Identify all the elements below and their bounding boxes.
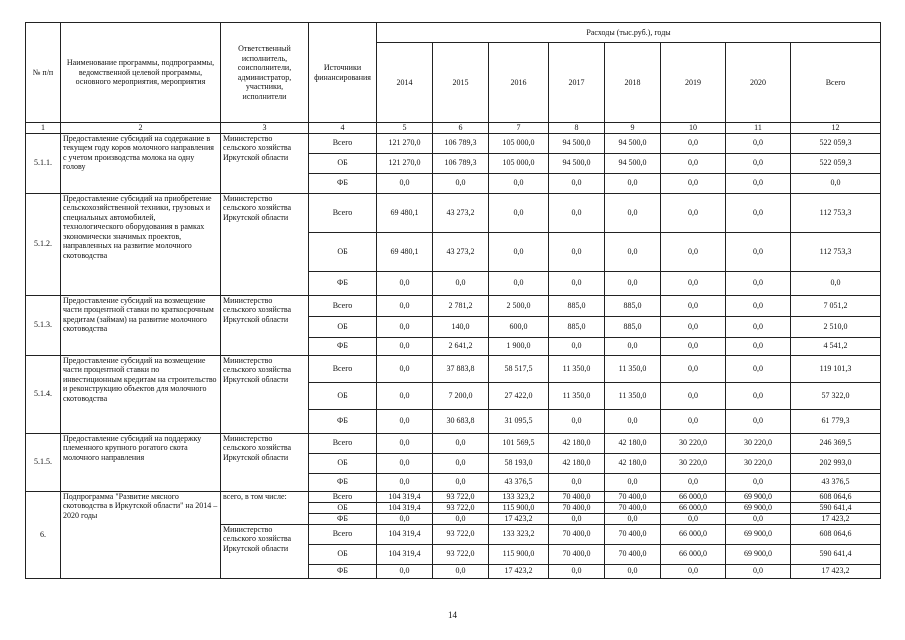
value-cell: 0,0 [661,173,726,193]
value-cell: 885,0 [549,295,605,316]
row-number: 5.1.1. [26,133,61,193]
funding-source: ФБ [309,271,377,295]
total-cell: 590 641,4 [791,544,881,564]
value-cell: 0,0 [726,409,791,433]
value-cell: 1 900,0 [489,337,549,355]
value-cell: 0,0 [433,173,489,193]
row-number: 5.1.4. [26,355,61,433]
value-cell: 11 350,0 [549,355,605,382]
column-number: 12 [791,123,881,134]
value-cell: 0,0 [433,453,489,473]
total-cell: 2 510,0 [791,316,881,337]
total-cell: 57 322,0 [791,382,881,409]
value-cell: 0,0 [605,232,661,271]
value-cell: 885,0 [605,295,661,316]
funding-source: Всего [309,491,377,502]
funding-source: Всего [309,524,377,544]
value-cell: 70 400,0 [605,502,661,513]
funding-source: ФБ [309,513,377,524]
value-cell: 121 270,0 [377,153,433,173]
column-number: 1 [26,123,61,134]
header-expenses: Расходы (тыс.руб.), годы [377,23,881,43]
value-cell: 0,0 [661,513,726,524]
value-cell: 94 500,0 [605,153,661,173]
total-cell: 4 541,2 [791,337,881,355]
value-cell: 0,0 [661,337,726,355]
value-cell: 30 220,0 [661,453,726,473]
value-cell: 0,0 [377,473,433,491]
value-cell: 0,0 [605,173,661,193]
total-cell: 522 059,3 [791,133,881,153]
value-cell: 66 000,0 [661,544,726,564]
value-cell: 70 400,0 [549,544,605,564]
value-cell: 43 376,5 [489,473,549,491]
value-cell: 0,0 [377,355,433,382]
value-cell: 106 789,3 [433,133,489,153]
responsible-executor: Министерство сельского хозяйства Иркутской области [221,524,309,578]
value-cell: 0,0 [726,473,791,491]
responsible-executor: Министерство сельского хозяйства Иркутской области [221,133,309,193]
value-cell: 0,0 [661,193,726,232]
document-page [25,22,880,579]
total-cell: 112 753,3 [791,193,881,232]
value-cell: 0,0 [433,271,489,295]
row-number: 5.1.3. [26,295,61,355]
value-cell: 66 000,0 [661,491,726,502]
value-cell: 0,0 [726,271,791,295]
total-cell: 7 051,2 [791,295,881,316]
header-year: 2015 [433,43,489,123]
funding-source: ФБ [309,173,377,193]
value-cell: 0,0 [377,295,433,316]
value-cell: 69 900,0 [726,544,791,564]
value-cell: 0,0 [377,564,433,578]
value-cell: 0,0 [661,473,726,491]
value-cell: 104 319,4 [377,544,433,564]
value-cell: 133 323,2 [489,491,549,502]
value-cell: 0,0 [489,232,549,271]
value-cell: 94 500,0 [549,153,605,173]
header-year: 2019 [661,43,726,123]
total-cell: 43 376,5 [791,473,881,491]
value-cell: 58 193,0 [489,453,549,473]
value-cell: 0,0 [377,433,433,453]
header-num: № п/п [26,23,61,123]
column-number: 3 [221,123,309,134]
value-cell: 0,0 [549,232,605,271]
funding-source: ОБ [309,544,377,564]
value-cell: 0,0 [377,271,433,295]
column-number: 10 [661,123,726,134]
value-cell: 0,0 [661,271,726,295]
value-cell: 0,0 [726,513,791,524]
value-cell: 70 400,0 [549,524,605,544]
header-name: Наименование программы, подпрограммы, ведомственной целевой программы, основного мероприятия, мероприятия [61,23,221,123]
table-row [26,133,881,153]
total-cell: 0,0 [791,173,881,193]
value-cell: 0,0 [377,409,433,433]
value-cell: 0,0 [377,453,433,473]
value-cell: 42 180,0 [605,433,661,453]
value-cell: 69 900,0 [726,491,791,502]
total-cell: 17 423,2 [791,513,881,524]
value-cell: 93 722,0 [433,502,489,513]
value-cell: 0,0 [726,232,791,271]
value-cell: 101 569,5 [489,433,549,453]
value-cell: 30 220,0 [661,433,726,453]
value-cell: 17 423,2 [489,513,549,524]
value-cell: 0,0 [726,337,791,355]
header-responsible: Ответственный исполнитель, соисполнители, администратор, участники, исполнители [221,23,309,123]
value-cell: 94 500,0 [605,133,661,153]
funding-source: Всего [309,295,377,316]
value-cell: 121 270,0 [377,133,433,153]
row-number: 5.1.2. [26,193,61,295]
column-number: 6 [433,123,489,134]
value-cell: 0,0 [549,473,605,491]
value-cell: 70 400,0 [549,502,605,513]
funding-source: ОБ [309,232,377,271]
value-cell: 70 400,0 [549,491,605,502]
value-cell: 105 000,0 [489,153,549,173]
column-number: 11 [726,123,791,134]
funding-source: ОБ [309,453,377,473]
value-cell: 0,0 [605,271,661,295]
value-cell: 7 200,0 [433,382,489,409]
table-row [26,193,881,232]
measure-name: Предоставление субсидий на содержание в текущем году коров молочного направления с учетом производства молока на одну голову [61,133,221,193]
value-cell: 94 500,0 [549,133,605,153]
value-cell: 0,0 [377,337,433,355]
value-cell: 0,0 [661,409,726,433]
value-cell: 0,0 [605,409,661,433]
funding-source: ФБ [309,473,377,491]
column-number: 5 [377,123,433,134]
funding-source: Всего [309,433,377,453]
value-cell: 11 350,0 [549,382,605,409]
value-cell: 0,0 [433,433,489,453]
value-cell: 885,0 [605,316,661,337]
measure-name: Предоставление субсидий на поддержку племенного крупного рогатого скота молочного направления [61,433,221,491]
value-cell: 115 900,0 [489,544,549,564]
value-cell: 0,0 [726,173,791,193]
table-row [26,355,881,382]
value-cell: 69 480,1 [377,232,433,271]
value-cell: 0,0 [377,513,433,524]
value-cell: 2 500,0 [489,295,549,316]
value-cell: 42 180,0 [605,453,661,473]
value-cell: 37 883,8 [433,355,489,382]
funding-source: ОБ [309,502,377,513]
header-year: 2014 [377,43,433,123]
value-cell: 66 000,0 [661,524,726,544]
value-cell: 69 900,0 [726,524,791,544]
measure-name: Подпрограмма "Развитие мясного скотоводства в Иркутской области" на 2014 – 2020 годы [61,491,221,578]
value-cell: 0,0 [605,193,661,232]
funding-source: ОБ [309,316,377,337]
responsible-executor: Министерство сельского хозяйства Иркутской области [221,355,309,433]
value-cell: 104 319,4 [377,524,433,544]
value-cell: 17 423,2 [489,564,549,578]
measure-name: Предоставление субсидий на приобретение сельскохозяйственной техники, грузовых и специальных автомобилей, технологического оборудования в рамках экономически значимых проектов, направленных на развитие молочного скотоводства [61,193,221,295]
table-row [26,491,881,502]
value-cell: 30 683,8 [433,409,489,433]
value-cell: 0,0 [549,173,605,193]
value-cell: 133 323,2 [489,524,549,544]
value-cell: 600,0 [489,316,549,337]
value-cell: 0,0 [661,382,726,409]
value-cell: 0,0 [726,564,791,578]
value-cell: 0,0 [661,133,726,153]
expenditure-table [25,22,881,579]
funding-source: Всего [309,355,377,382]
value-cell: 31 095,5 [489,409,549,433]
value-cell: 0,0 [549,193,605,232]
value-cell: 0,0 [605,564,661,578]
total-cell: 119 101,3 [791,355,881,382]
value-cell: 42 180,0 [549,453,605,473]
measure-name: Предоставление субсидий на возмещение части процентной ставки по краткосрочным кредитам (займам) на развитие молочного скотоводства [61,295,221,355]
value-cell: 0,0 [661,564,726,578]
column-number: 9 [605,123,661,134]
value-cell: 0,0 [726,316,791,337]
value-cell: 30 220,0 [726,453,791,473]
value-cell: 0,0 [726,295,791,316]
value-cell: 106 789,3 [433,153,489,173]
value-cell: 0,0 [549,409,605,433]
value-cell: 42 180,0 [549,433,605,453]
page-number: 14 [448,610,457,620]
value-cell: 93 722,0 [433,544,489,564]
responsible-executor: Министерство сельского хозяйства Иркутской области [221,433,309,491]
value-cell: 30 220,0 [726,433,791,453]
value-cell: 0,0 [726,153,791,173]
value-cell: 104 319,4 [377,502,433,513]
funding-source: ФБ [309,409,377,433]
value-cell: 0,0 [726,355,791,382]
total-cell: 522 059,3 [791,153,881,173]
header-total: Всего [791,43,881,123]
funding-source: ФБ [309,564,377,578]
total-cell: 112 753,3 [791,232,881,271]
total-cell: 608 064,6 [791,491,881,502]
value-cell: 0,0 [549,337,605,355]
value-cell: 0,0 [377,173,433,193]
total-cell: 202 993,0 [791,453,881,473]
value-cell: 66 000,0 [661,502,726,513]
value-cell: 0,0 [489,173,549,193]
value-cell: 140,0 [433,316,489,337]
value-cell: 0,0 [549,564,605,578]
row-number: 6. [26,491,61,578]
value-cell: 70 400,0 [605,491,661,502]
value-cell: 115 900,0 [489,502,549,513]
total-cell: 590 641,4 [791,502,881,513]
value-cell: 0,0 [661,295,726,316]
total-cell: 61 779,3 [791,409,881,433]
value-cell: 885,0 [549,316,605,337]
responsible-executor: Министерство сельского хозяйства Иркутской области [221,295,309,355]
column-number: 4 [309,123,377,134]
value-cell: 70 400,0 [605,544,661,564]
value-cell: 69 480,1 [377,193,433,232]
total-cell: 17 423,2 [791,564,881,578]
value-cell: 0,0 [726,382,791,409]
value-cell: 0,0 [661,355,726,382]
value-cell: 2 781,2 [433,295,489,316]
value-cell: 0,0 [489,193,549,232]
value-cell: 0,0 [661,153,726,173]
funding-source: Всего [309,193,377,232]
funding-source: ОБ [309,153,377,173]
value-cell: 0,0 [549,271,605,295]
total-cell: 246 369,5 [791,433,881,453]
value-cell: 0,0 [433,513,489,524]
value-cell: 11 350,0 [605,382,661,409]
value-cell: 0,0 [726,133,791,153]
value-cell: 43 273,2 [433,232,489,271]
value-cell: 0,0 [549,513,605,524]
total-cell: 608 064,6 [791,524,881,544]
value-cell: 0,0 [377,382,433,409]
value-cell: 93 722,0 [433,491,489,502]
value-cell: 0,0 [661,316,726,337]
value-cell: 27 422,0 [489,382,549,409]
value-cell: 104 319,4 [377,491,433,502]
value-cell: 0,0 [661,232,726,271]
value-cell: 0,0 [726,193,791,232]
value-cell: 2 641,2 [433,337,489,355]
column-number: 2 [61,123,221,134]
header-year: 2020 [726,43,791,123]
value-cell: 0,0 [377,316,433,337]
value-cell: 0,0 [605,473,661,491]
table-row [26,295,881,316]
column-number: 7 [489,123,549,134]
funding-source: ОБ [309,382,377,409]
value-cell: 70 400,0 [605,524,661,544]
header-year: 2017 [549,43,605,123]
value-cell: 105 000,0 [489,133,549,153]
value-cell: 93 722,0 [433,524,489,544]
responsible-executor: Министерство сельского хозяйства Иркутской области [221,193,309,295]
responsible-executor: всего, в том числе: [221,491,309,524]
total-cell: 0,0 [791,271,881,295]
header-year: 2018 [605,43,661,123]
value-cell: 0,0 [605,513,661,524]
value-cell: 0,0 [605,337,661,355]
funding-source: ФБ [309,337,377,355]
measure-name: Предоставление субсидий на возмещение части процентной ставки по инвестиционным кредитам на строительство и реконструкцию объектов для молочного скотоводства [61,355,221,433]
header-year: 2016 [489,43,549,123]
value-cell: 0,0 [433,564,489,578]
table-row [26,433,881,453]
value-cell: 0,0 [489,271,549,295]
value-cell: 58 517,5 [489,355,549,382]
column-number: 8 [549,123,605,134]
funding-source: Всего [309,133,377,153]
value-cell: 11 350,0 [605,355,661,382]
value-cell: 69 900,0 [726,502,791,513]
value-cell: 43 273,2 [433,193,489,232]
table-body [26,133,881,578]
header-source: Источники финансирования [309,23,377,123]
value-cell: 0,0 [433,473,489,491]
row-number: 5.1.5. [26,433,61,491]
